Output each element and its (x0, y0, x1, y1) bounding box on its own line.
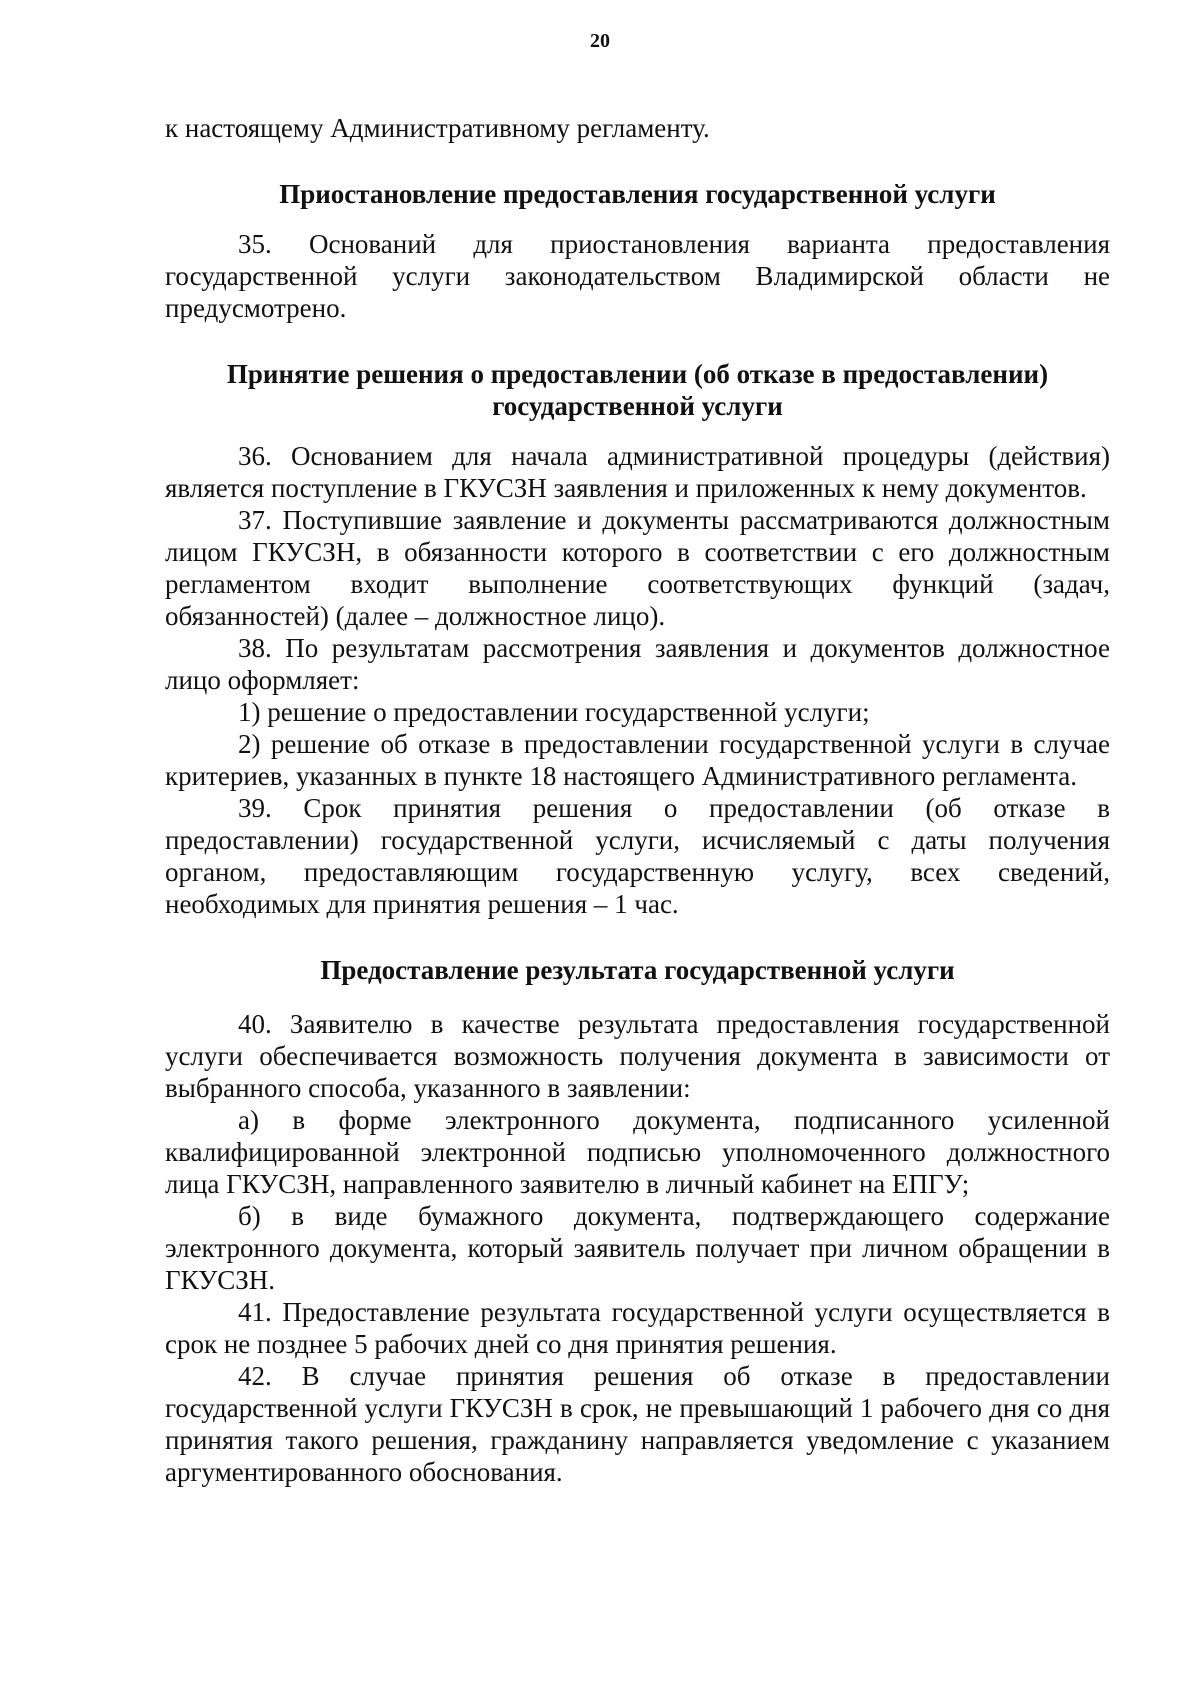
intro-line: к настоящему Административному регламенту. (165, 113, 710, 143)
paragraph-37: 37. Поступившие заявление и документы рассматриваются должностным лицом ГКУСЗН, в обязанности которого в соответствии с его должностным регламентом входит выполнение соответствующих функций (задач, обязанностей) (далее – должностное лицо). (165, 505, 1110, 631)
paragraph-41: 41. Предоставление результата государственной услуги осуществляется в срок не позднее 5 рабочих дней со дня принятия решения. (165, 1297, 1110, 1359)
heading-decision-line2: государственной услуги (492, 391, 783, 421)
paragraph-40-item-a: а) в форме электронного документа, подписанного усиленной квалифицированной электронной подписью уполномоченного должностного лица ГКУСЗН, направленного заявителю в личный кабинет на ЕПГУ; (165, 1105, 1110, 1199)
heading-result: Предоставление результата государственной услуги (320, 955, 955, 985)
paragraph-36: 36. Основанием для начала административной процедуры (действия) является поступление в ГКУСЗН заявления и приложенных к нему документов. (165, 441, 1110, 503)
paragraph-40-item-b: б) в виде бумажного документа, подтверждающего содержание электронного документа, который заявитель получает при личном обращении в ГКУСЗН. (165, 1201, 1110, 1295)
heading-decision-line1: Принятие решения о предоставлении (об отказе в предоставлении) (226, 359, 1049, 389)
paragraph-42: 42. В случае принятия решения об отказе в предоставлении государственной услуги ГКУСЗН в срок, не превышающий 1 рабочего дня со дня принятия такого решения, гражданину направляется уведомление с указанием аргументированного обоснования. (165, 1361, 1110, 1487)
paragraph-38-item-1: 1) решение о предоставлении государственной услуги; (238, 697, 870, 727)
document-body (165, 112, 1110, 1488)
paragraph-40: 40. Заявителю в качестве результата предоставления государственной услуги обеспечивается возможность получения документа в зависимости от выбранного способа, указанного в заявлении: (165, 1009, 1110, 1103)
heading-suspension: Приостановление предоставления государственной услуги (279, 179, 996, 209)
paragraph-35: 35. Оснований для приостановления варианта предоставления государственной услуги законодательством Владимирской области не предусмотрено. (165, 229, 1110, 323)
paragraph-38-item-2: 2) решение об отказе в предоставлении государственной услуги в случае критериев, указанных в пункте 18 настоящего Административного регламента. (165, 729, 1110, 791)
paragraph-38: 38. По результатам рассмотрения заявления и документов должностное лицо оформляет: (165, 633, 1110, 695)
page-number: 20 (590, 30, 610, 52)
paragraph-39: 39. Срок принятия решения о предоставлении (об отказе в предоставлении) государственной услуги, исчисляемый с даты получения органом, предоставляющим государственную услугу, всех сведений, необходимых для принятия решения – 1 час. (165, 793, 1110, 919)
